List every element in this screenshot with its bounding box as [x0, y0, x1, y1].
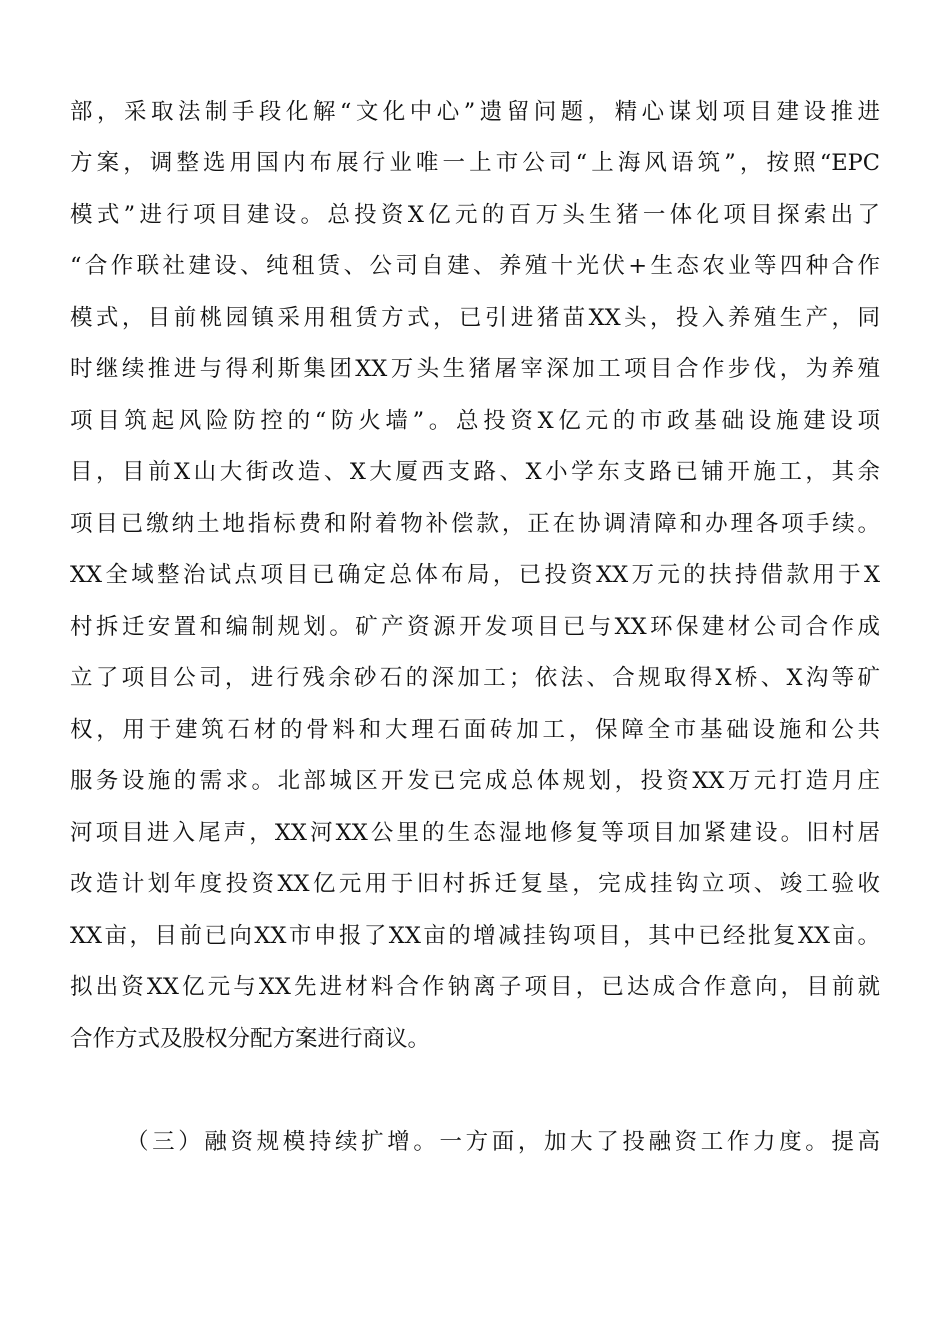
text-line-15: 河项目进入尾声，XX河XX公里的生态湿地修复等项目加紧建设。旧村居 — [70, 820, 880, 846]
text-line-9: 项目已缴纳土地指标费和附着物补偿款，正在协调清障和办理各项手续。 — [70, 511, 880, 537]
text-line-16: 改造计划年度投资XX亿元用于旧村拆迁复垦，完成挂钩立项、竣工验收 — [70, 871, 880, 897]
text-line-6: 时继续推进与得利斯集团XX万头生猪屠宰深加工项目合作步伐，为养殖 — [70, 356, 880, 382]
text-line-7: 项目筑起风险防控的“防火墙”。总投资X亿元的市政基础设施建设项 — [70, 408, 880, 434]
text-line-19: 合作方式及股权分配方案进行商议。 — [70, 1026, 431, 1052]
text-line-3: 模式”进行项目建设。总投资X亿元的百万头生猪一体化项目探索出了 — [70, 202, 880, 228]
text-line-4: “合作联社建设、纯租赁、公司自建、养殖十光伏+生态农业等四种合作 — [70, 253, 880, 279]
text-line-1: 部，采取法制手段化解“文化中心”遗留问题，精心谋划项目建设推进 — [70, 99, 880, 125]
text-line-17: XX亩，目前已向XX市申报了XX亩的增减挂钩项目，其中已经批复XX亩。 — [70, 923, 880, 949]
text-line-10: XX全域整治试点项目已确定总体布局，已投资XX万元的扶持借款用于X — [70, 562, 880, 588]
section-heading-line: （三）融资规模持续扩增。一方面，加大了投融资工作力度。提高 — [126, 1129, 880, 1155]
text-line-8: 目，目前X山大街改造、X大厦西支路、X小学东支路已铺开施工，其余 — [70, 459, 880, 485]
text-line-14: 服务设施的需求。北部城区开发已完成总体规划，投资XX万元打造月庄 — [70, 768, 880, 794]
text-line-12: 立了项目公司，进行残余砂石的深加工；依法、合规取得X桥、X沟等矿 — [70, 665, 880, 691]
text-line-5: 模式，目前桃园镇采用租赁方式，已引进猪苗XX头，投入养殖生产，同 — [70, 305, 880, 331]
text-line-11: 村拆迁安置和编制规划。矿产资源开发项目已与XX环保建材公司合作成 — [70, 614, 880, 640]
text-line-13: 权，用于建筑石材的骨料和大理石面砖加工，保障全市基础设施和公共 — [70, 717, 880, 743]
text-line-18: 拟出资XX亿元与XX先进材料合作钠离子项目，已达成合作意向，目前就 — [70, 974, 880, 1000]
text-line-2: 方案，调整选用国内布展行业唯一上市公司“上海风语筑”，按照“EPC — [70, 150, 880, 176]
